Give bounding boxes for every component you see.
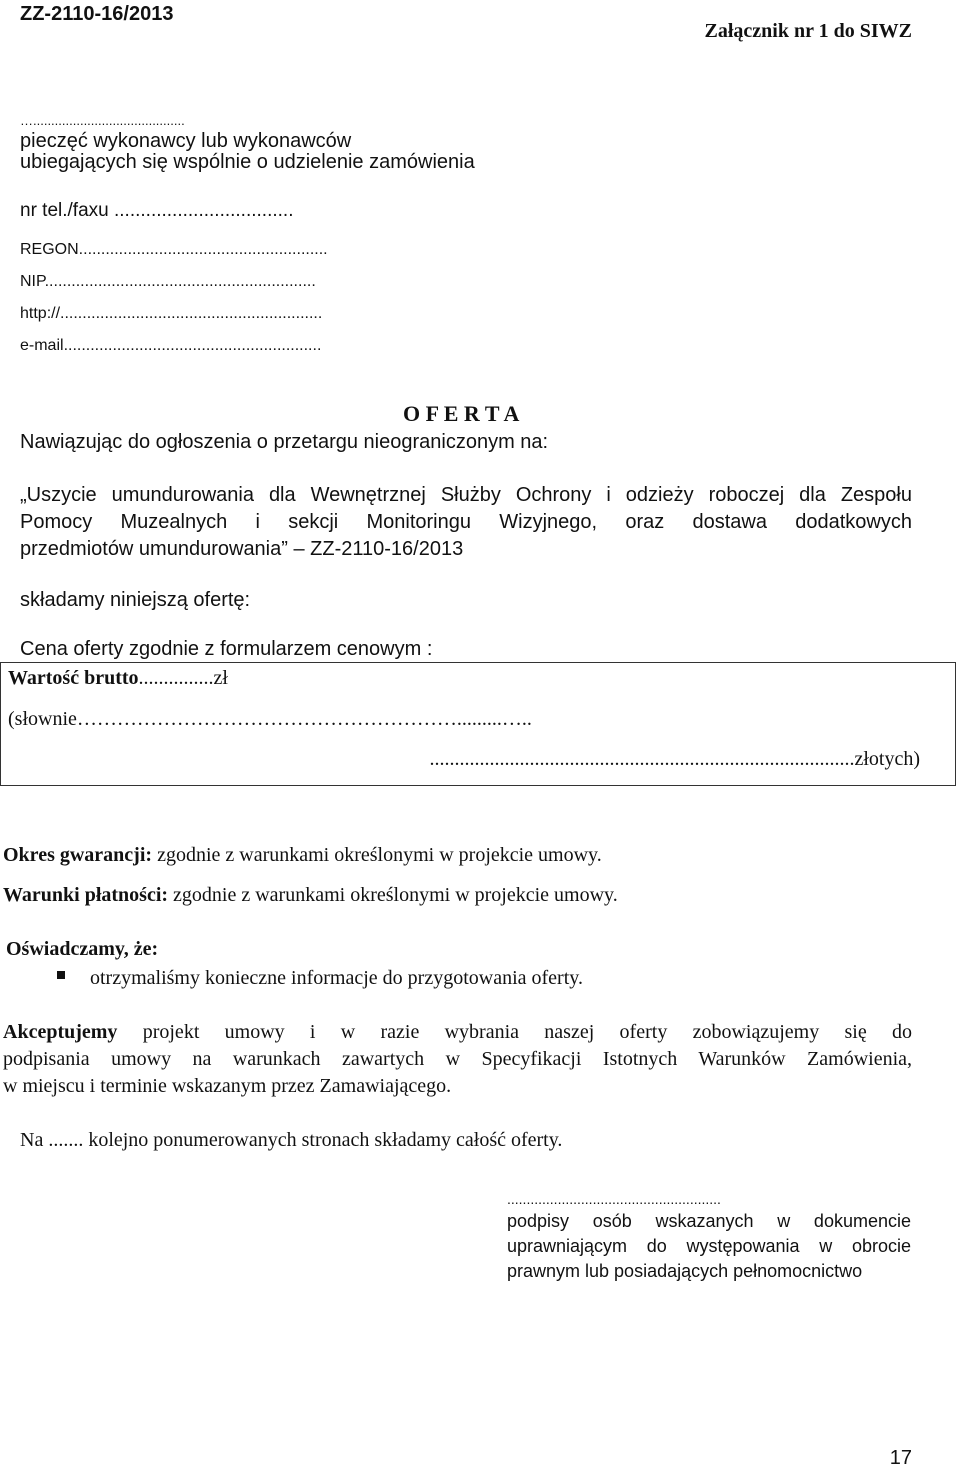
offer-title: O F E R T A [403,401,520,426]
document-reference: ZZ-2110-16/2013 [20,3,174,25]
signature-line3: prawnym lub posiadających pełnomocnictwo [507,1261,863,1281]
acceptance-line3: w miejscu i terminie wskazanym przez Zamawiającego. [3,1075,452,1097]
amount-in-words-field: (słownie………………………………………………….........….. [8,708,532,730]
stamp-label-line1: pieczęć wykonawcy lub wykonawców [20,130,352,152]
tel-field: nr tel./faxu .................................. [20,200,294,221]
payment-text: zgodnie z warunkami określonymi w projekcie umowy. [168,884,618,906]
http-field: http://........................................................... [20,305,323,322]
email-field: e-mail.......................................................... [20,337,322,354]
signature-dots: ....................................................... [507,1191,721,1207]
annex-title: Załącznik nr 1 do SIWZ [704,20,912,42]
warranty-row [3,844,602,867]
acceptance-line1 [3,1021,912,1044]
signature-line1: podpisy osób wskazanych w dokumencie [507,1211,911,1231]
acceptance-line2: podpisania umowy na warunkach zawartych w Specyfikacji Istotnych Warunków Zamówienia, [3,1048,912,1070]
nip-field: NIP............................................................. [20,273,316,290]
amount-in-words-end: .....................................................................................złotych) [429,748,920,770]
stamp-dots: ….......................................... [20,113,185,128]
page-number: 17 [889,1447,912,1469]
acceptance-text-line1: projekt umowy i w razie wybrania naszej oferty zobowiązujemy się do [142,1021,912,1043]
subject-line2: Pomocy Muzealnych i sekcji Monitoringu Wizyjnego, oraz dostawa dodatkowych [20,511,912,533]
payment-row [3,884,618,907]
declaration-item: otrzymaliśmy konieczne informacje do przygotowania oferty. [90,967,583,989]
gross-value-row [8,667,228,690]
acceptance-label: Akceptujemy [3,1021,118,1043]
price-intro: Cena oferty zgodnie z formularzem cenowym : [20,638,433,660]
warranty-label: Okres gwarancji: [3,844,153,866]
square-bullet-icon [57,971,65,979]
signature-line2: uprawniającym do występowania w obrocie [507,1236,911,1256]
warranty-text: zgodnie z warunkami określonymi w projekcie umowy. [152,844,602,866]
declaration-label: Oświadczamy, że: [6,938,159,960]
gross-value-field: ...............zł [138,667,228,689]
page-count-statement: Na ....... kolejno ponumerowanych stronach składamy całość oferty. [20,1129,563,1151]
subject-line3: przedmiotów umundurowania” – ZZ-2110-16/2013 [20,538,464,560]
offer-intro: Nawiązując do ogłoszenia o przetargu nieograniczonym na: [20,431,549,453]
submit-statement: składamy niniejszą ofertę: [20,589,251,611]
stamp-label-line2: ubiegających się wspólnie o udzielenie zamówienia [20,151,475,173]
payment-label: Warunki płatności: [3,884,169,906]
regon-field: REGON........................................................ [20,241,328,258]
subject-line1: „Uszycie umundurowania dla Wewnętrznej Służby Ochrony i odzieży roboczej dla Zespołu [20,484,912,506]
gross-value-label: Wartość brutto [8,667,139,689]
